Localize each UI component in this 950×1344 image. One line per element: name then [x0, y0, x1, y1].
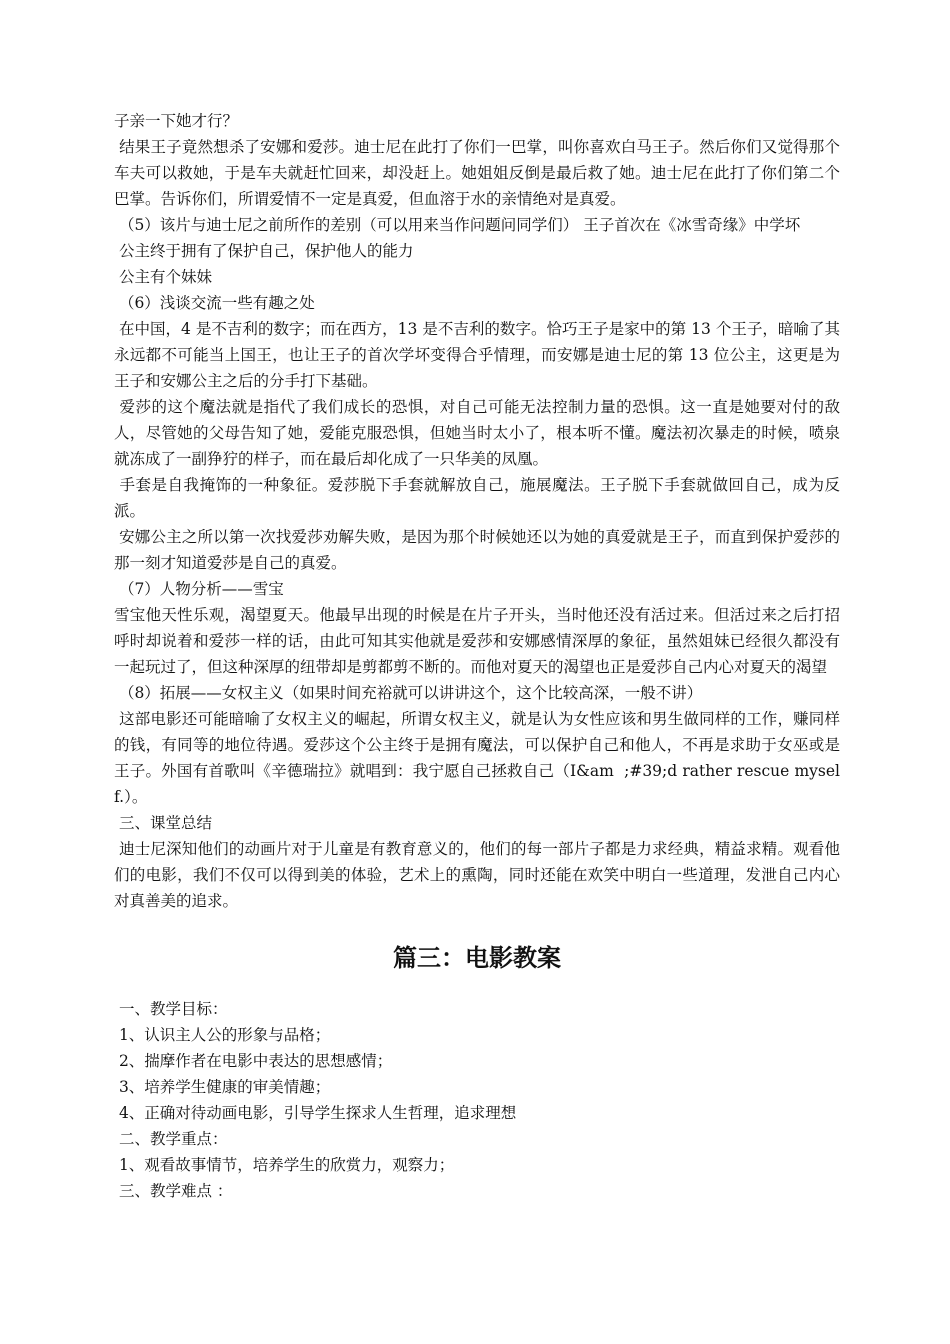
paragraph: 安娜公主之所以第一次找爱莎劝解失败，是因为那个时候她还以为她的真爱就是王子，而直到保护爱莎的那一刻才知道爱莎是自己的真爱。: [114, 528, 840, 572]
paragraph: 这部电影还可能暗喻了女权主义的崛起，所谓女权主义，就是认为女性应该和男生做同样的工作，赚同样的钱，有同等的地位待遇。爱莎这个公主终于是拥有魔法，可以保护自己和他人，不再是求助于女巫或是王子。外国有首歌叫《辛德瑞拉》就唱到：我宁愿自己拯救自己（I&am ;#39;d rather rescue myself.）。: [114, 710, 840, 806]
paragraph: （6）浅谈交流一些有趣之处: [114, 294, 315, 312]
list-item: 1、观看故事情节，培养学生的欣赏力，观察力；: [114, 1156, 455, 1174]
paragraph: 迪士尼深知他们的动画片对于儿童是有教育意义的，他们的每一部片子都是力求经典，精益求精。观看他们的电影，我们不仅可以得到美的体验，艺术上的熏陶，同时还能在欢笑中明白一些道理，发泄自己内心对真善美的追求。: [114, 840, 840, 910]
list-item: 1、认识主人公的形象与品格；: [114, 1026, 331, 1044]
list-item: 一、教学目标：: [114, 1000, 228, 1018]
list-item: 二、教学重点：: [114, 1130, 228, 1148]
lower-section: [114, 996, 840, 1204]
paragraph: 雪宝他天性乐观，渴望夏天。他最早出现的时候是在片子开头，当时他还没有活过来。但活过来之后打招呼时却说着和爱莎一样的话，由此可知其实他就是爱莎和安娜感情深厚的象征，虽然姐妹已经很久都没有一起玩过了，但这种深厚的纽带却是剪都剪不断的。而他对夏天的渴望也正是爱莎自己内心对夏天的渴望: [114, 606, 840, 676]
paragraph: 结果王子竟然想杀了安娜和爱莎。迪士尼在此打了你们一巴掌，叫你喜欢白马王子。然后你们又觉得那个车夫可以救她，于是车夫就赶忙回来，却没赶上。她姐姐反倒是最后救了她。迪士尼在此打了你们第二个巴掌。告诉你们，所谓爱情不一定是真爱，但血溶于水的亲情绝对是真爱。: [114, 138, 840, 208]
section-heading: 篇三：电影教案: [393, 944, 561, 972]
paragraph: 子亲一下她才行？: [114, 112, 239, 130]
paragraph: 公主有个妹妹: [114, 268, 212, 286]
list-item: 4、正确对待动画电影，引导学生探求人生哲理，追求理想: [114, 1104, 517, 1122]
paragraph: （5）该片与迪士尼之前所作的差别（可以用来当作问题问同学们） 王子首次在《冰雪奇缘》中学坏: [114, 216, 801, 234]
paragraph: 在中国，4 是不吉利的数字；而在西方，13 是不吉利的数字。恰巧王子是家中的第 13 个王子，暗喻了其永远都不可能当上国王，也让王子的首次学坏变得合乎情理，而安娜是迪士尼的第 13 位公主，这更是为王子和安娜公主之后的分手打下基础。: [114, 320, 840, 390]
paragraph: 三、课堂总结: [114, 814, 212, 832]
paragraph: （8）拓展——女权主义（如果时间充裕就可以讲讲这个，这个比较高深，一般不讲）: [114, 684, 703, 702]
upper-section: [114, 108, 840, 914]
paragraph: （7）人物分析——雪宝: [114, 580, 284, 598]
paragraph: 公主终于拥有了保护自己，保护他人的能力: [114, 242, 414, 260]
list-item: 3、培养学生健康的审美情趣；: [114, 1078, 331, 1096]
paragraph: 手套是自我掩饰的一种象征。爱莎脱下手套就解放自己，施展魔法。王子脱下手套就做回自己，成为反派。: [114, 476, 840, 520]
list-item: 2、揣摩作者在电影中表达的思想感情；: [114, 1052, 393, 1070]
list-item: 三、教学难点 ：: [114, 1182, 233, 1200]
document-page: [114, 108, 840, 1204]
paragraph: 爱莎的这个魔法就是指代了我们成长的恐惧，对自己可能无法控制力量的恐惧。这一直是她要对付的敌人，尽管她的父母告知了她，爱能克服恐惧，但她当时太小了，根本听不懂。魔法初次暴走的时候，喷泉就冻成了一副狰狞的样子，而在最后却化成了一只华美的凤凰。: [114, 398, 840, 468]
